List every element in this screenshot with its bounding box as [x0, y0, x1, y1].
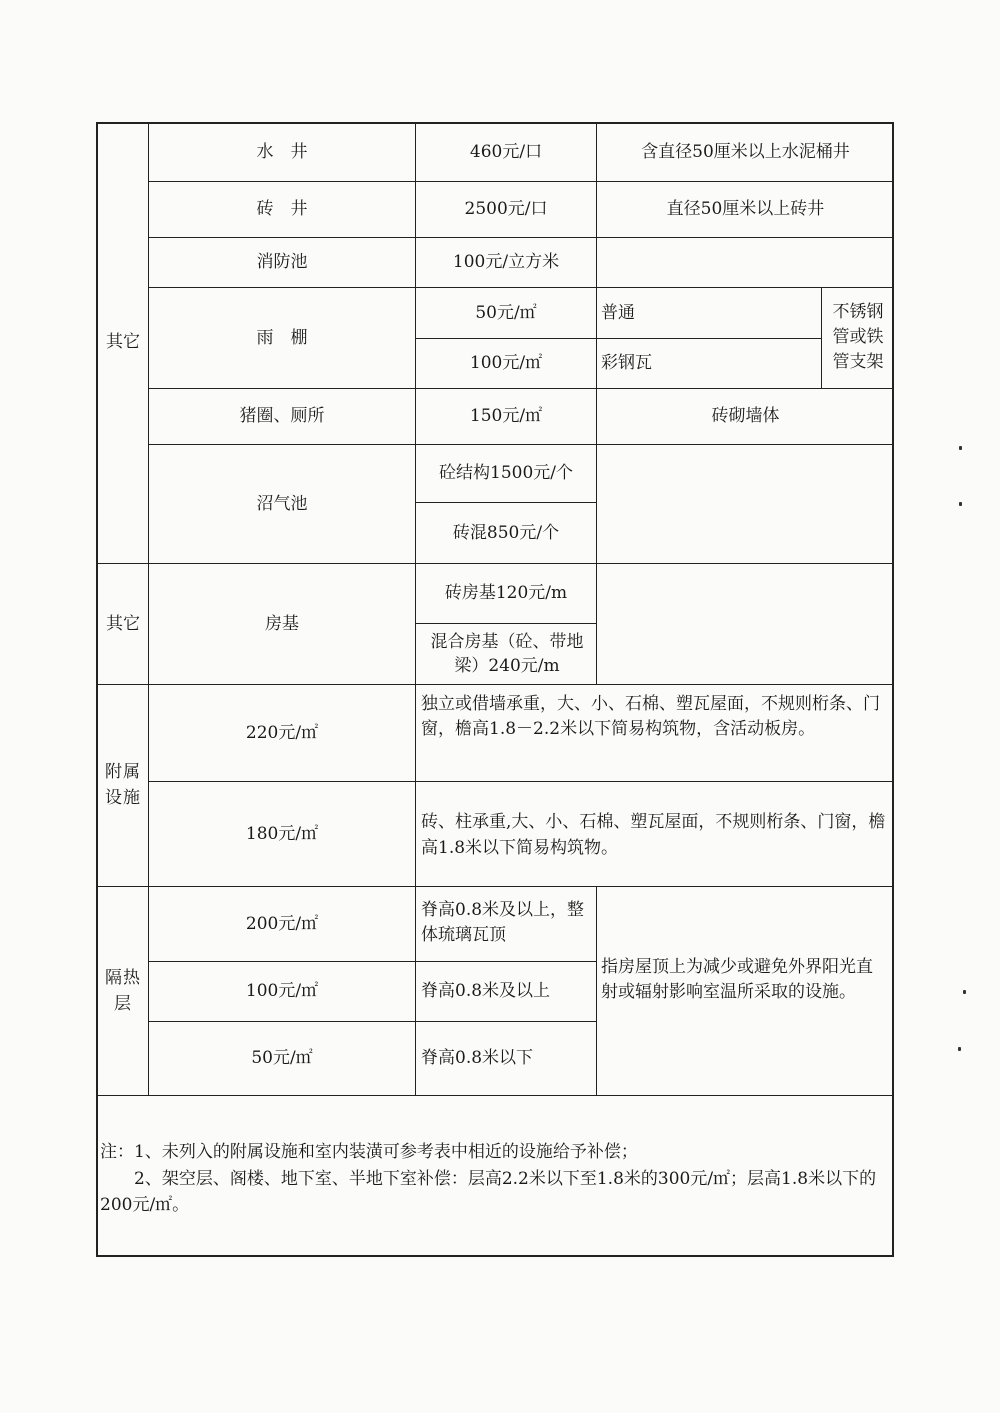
item-note: 直径50厘米以上砖井 — [666, 199, 825, 219]
section-label-other: 其它 — [106, 332, 140, 352]
item-name: 沼气池 — [256, 493, 308, 514]
item-price: 100元/㎡ — [469, 353, 543, 373]
scan-speck — [959, 446, 962, 450]
item-price: 180元/㎡ — [245, 823, 319, 844]
item-note: 独立或借墙承重，大、小、石棉、塑瓦屋面，不规则桁条、门窗，檐高1.8－2.2米以下简易构筑物，含活动板房。 — [421, 694, 880, 739]
item-name: 雨 棚 — [256, 327, 308, 348]
column-divider — [415, 684, 416, 886]
item-note: 脊高0.8米以下 — [421, 1048, 534, 1068]
footnote-1: 注：1、未列入的附属设施和室内装潢可参考表中相近的设施给予补偿； — [100, 1142, 638, 1162]
section-label-other: 其它 — [106, 613, 140, 634]
column-divider — [596, 886, 597, 1095]
section-label-attached: 附属设施 — [105, 762, 141, 808]
item-name: 砖 井 — [256, 199, 308, 219]
scan-speck — [959, 502, 962, 506]
item-name: 房基 — [265, 613, 299, 634]
item-price: 50元/㎡ — [251, 1048, 313, 1068]
item-note: 砖、柱承重,大、小、石棉、塑瓦屋面，不规则桁条、门窗，檐高1.8米以下简易构筑物。 — [421, 812, 886, 858]
item-price: 220元/㎡ — [245, 722, 319, 743]
item-note: 含直径50厘米以上水泥桶井 — [641, 141, 850, 162]
footnote-2: 2、架空层、阁楼、地下室、半地下室补偿：层高2.2米以下至1.8米的300元/㎡；层高1.8米以下的200元/㎡。 — [100, 1169, 877, 1215]
item-note: 脊高0.8米及以上，整体琉璃瓦顶 — [421, 900, 585, 945]
item-name: 猪圈、厕所 — [239, 406, 325, 426]
item-price: 砖房基120元/m — [444, 583, 568, 603]
item-name: 水 井 — [256, 141, 308, 162]
column-divider — [821, 287, 822, 388]
item-note: 砖砌墙体 — [711, 406, 780, 426]
section-label-insulation: 隔热层 — [105, 967, 141, 1014]
item-type: 彩钢瓦 — [601, 353, 652, 373]
item-price: 砖混850元/个 — [452, 522, 560, 543]
item-type: 普通 — [601, 302, 635, 323]
column-divider — [415, 886, 416, 1095]
item-price: 100元/㎡ — [245, 981, 319, 1001]
scan-speck — [963, 990, 966, 994]
scan-speck — [958, 1047, 961, 1051]
column-divider — [596, 444, 597, 684]
item-price: 150元/㎡ — [469, 406, 543, 426]
item-name: 消防池 — [256, 252, 308, 272]
item-price: 砼结构1500元/个 — [439, 463, 573, 483]
support-note: 不锈钢管或铁管支架 — [832, 302, 884, 372]
row-divider — [96, 1095, 894, 1096]
item-price: 100元/立方米 — [452, 252, 560, 272]
insulation-description: 指房屋顶上为减少或避免外界阳光直射或辐射影响室温所采取的设施。 — [601, 957, 873, 1002]
item-price: 混合房基（砼、带地梁）240元/m — [430, 631, 584, 676]
item-price: 50元/㎡ — [475, 302, 537, 323]
item-price: 460元/口 — [469, 141, 543, 162]
item-price: 2500元/口 — [464, 199, 548, 219]
item-price: 200元/㎡ — [245, 913, 319, 934]
item-note: 脊高0.8米及以上 — [421, 981, 551, 1001]
